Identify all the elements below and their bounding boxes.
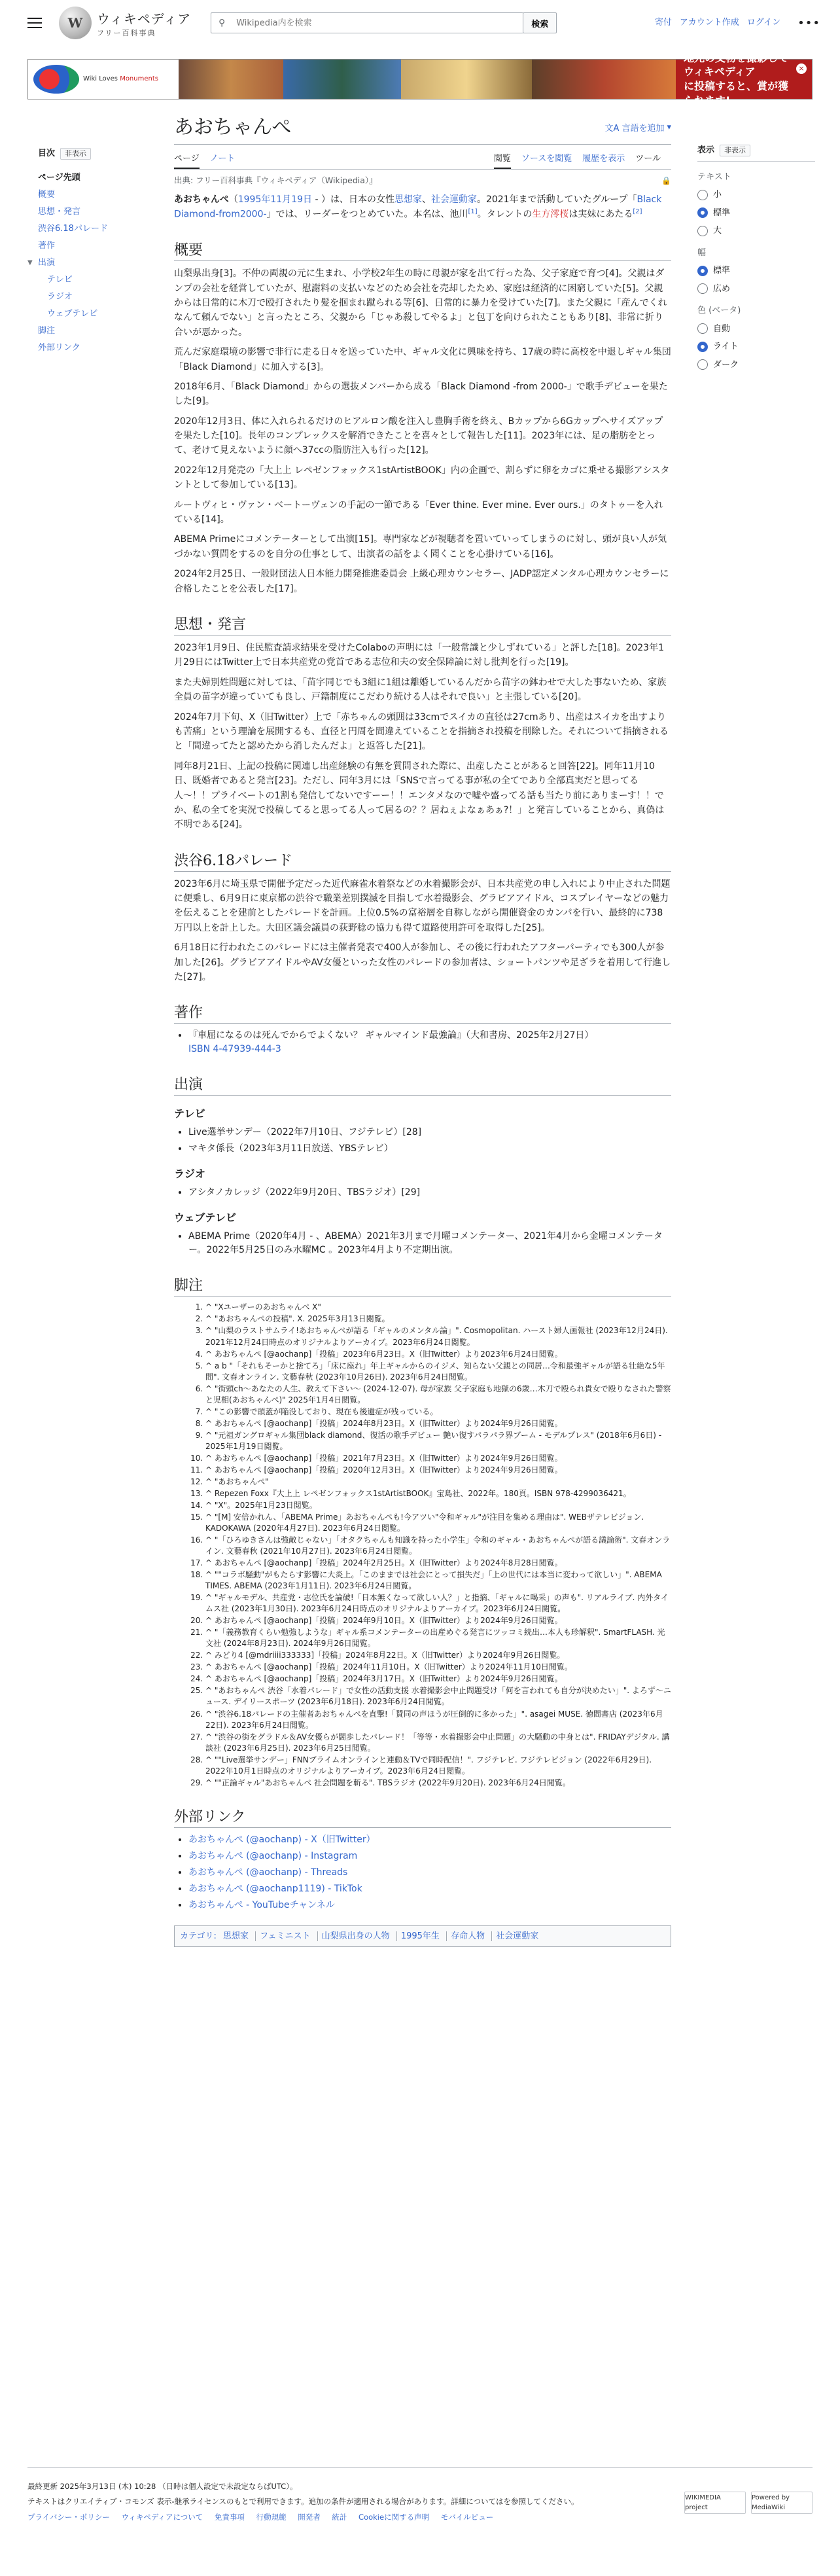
- paragraph: ルートヴィヒ・ヴァン・ベートーヴェンの手記の一節である「Ever thine. Ever mine. Ever ours.」のタトゥーを入れている[14]。: [174, 499, 663, 526]
- reference-item: 24. ^ あおちゃんぺ [@aochanp]「投稿」2024年3月17日。X（旧Twitter）より2024年9月26日閲覧。: [205, 1673, 671, 1685]
- footer-link[interactable]: 統計: [332, 2512, 347, 2522]
- list-item: • アシタノカレッジ（2022年9月20日、TBSラジオ）[29]: [188, 1186, 671, 1200]
- wlm-sub: Monuments: [120, 75, 158, 82]
- radio-icon: [697, 323, 708, 334]
- section-heading: 渋谷6.18パレード: [174, 850, 671, 872]
- list-item: • ABEMA Prime（2020年4月 - 、ABEMA）2021年3月まで月曜コメンテーター、2021年4月から金曜コメンテーター。2022年5月25日のみ水曜MC 。2023年4月より不定期出演。: [188, 1230, 671, 1257]
- reference-item: 1. ^ "Xユーザーのあおちゃんぺ X": [205, 1302, 671, 1313]
- page-tabs: [174, 151, 671, 170]
- isbn-link[interactable]: ISBN 4-47939-444-3: [188, 1044, 281, 1055]
- appearance-panel: [697, 144, 815, 376]
- footer-link[interactable]: プライバシー・ポリシー: [27, 2512, 110, 2522]
- reference-item: 19. ^ "ギャルモデル、共産党・志位氏を論破!「日本無くなって欲しい人？」と指摘、「ギャルに喝采」の声も". リアルライブ. 内外タイムス社 (2023年1月30日). 2023年6月24日時点のオリジナルよりアーカイブ。2023年6月24日閲覧。: [205, 1592, 671, 1615]
- chevron-down-icon[interactable]: ▼: [27, 259, 33, 266]
- reference-item: 22. ^ みどり4 [@mdriiii333333]「投稿」2024年8月22日。X（旧Twitter）より2024年9月26日閲覧。: [205, 1650, 671, 1661]
- create-account-link[interactable]: アカウント作成: [679, 18, 739, 28]
- section-heading: 出演: [174, 1073, 671, 1096]
- banner-photo: [283, 60, 401, 99]
- radio-selected-icon: [697, 342, 708, 352]
- site-logo[interactable]: [59, 7, 191, 39]
- protection-lock-icon: 🔒: [661, 176, 671, 185]
- paragraph: 2023年6月に埼玉県で開催予定だった近代麻雀水着祭などの水着撮影会が、日本共産党の申し入れにより中止された問題に便乗し、6月9日に東京都の渋谷で職業差別撲滅を目指して水着撮影会、グラビアアイドル、コスプレイヤーなどの魅力を伝えることを建前としたパレードを計画。上位0.5%の富裕層を自称しながら開催資金のカンパを行い、最終的に738万円以上を計上した。大田区議会議員の荻野稔の協力も得て道路使用許可を取得した[25]。: [174, 878, 671, 933]
- user-links: [655, 14, 820, 32]
- external-link[interactable]: • あおちゃんぺ (@aochanp) - Threads: [188, 1866, 671, 1880]
- reference-item: 2. ^ "あおちゃんぺの投稿". X. 2025年3月13日閲覧。: [205, 1314, 671, 1325]
- footer-link[interactable]: 免責事項: [214, 2512, 245, 2522]
- reference-item: 17. ^ あおちゃんぺ [@aochanp]「投稿」2024年2月25日。X（旧Twitter）より2024年8月28日閲覧。: [205, 1558, 671, 1569]
- radio-icon: [697, 359, 708, 370]
- tab-view-source[interactable]: ソースを閲覧: [521, 154, 572, 164]
- appearance-hide-button[interactable]: 非表示: [720, 145, 750, 157]
- category-link[interactable]: 社会運動家: [491, 1931, 542, 1941]
- reference-item: 18. ^ ""コラボ騒動"がもたらす影響に大炎上。「このままでは社会にとって損失だ」「上の世代には本当に変わって欲しい」". ABEMA TIMES. ABEMA (2023年1月11日). 2023年6月24日閲覧。: [205, 1569, 671, 1592]
- page-title: あおちゃんぺ: [174, 116, 292, 139]
- external-link[interactable]: • あおちゃんぺ (@aochanp1119) - TikTok: [188, 1882, 671, 1896]
- toc-subitem[interactable]: ラジオ: [47, 291, 73, 302]
- table-of-contents: [27, 147, 136, 358]
- tab-tools[interactable]: ツール: [635, 154, 661, 164]
- footer-link[interactable]: ウィキペディアについて: [121, 2512, 203, 2522]
- reference-item: 12. ^ "あおちゃんぺ": [205, 1476, 671, 1488]
- banner-photo: [401, 60, 532, 99]
- wlm-heart-icon: [33, 65, 79, 94]
- section-heading: 脚注: [174, 1274, 671, 1297]
- intro-paragraph: あおちゃんぺ（1995年11月19日 - ）は、日本の女性思想家、社会運動家。2021年まで活動していたグループ「Black Diamond-from2000-」では、リーダーをつとめていた。本名は、池川[1]。タレントの生方澪桜は実妹にあたる[2]: [174, 194, 662, 220]
- reference-item: 16. ^ "「ひろゆきさんは強敵じゃない」「オタクちゃんも知識を持った小学生」令和のギャル・あおちゃんぺが語る議論術". 文春オンライン. 文藝春秋 (2021年10月27日). 2023年6月24日閲覧。: [205, 1535, 671, 1557]
- toc-title: 目次: [38, 149, 56, 158]
- reference-item: 11. ^ あおちゃんぺ [@aochanp]「投稿」2020年12月3日。X（旧Twitter）より2024年9月26日閲覧。: [205, 1465, 671, 1476]
- category-link[interactable]: フェミニスト: [255, 1931, 314, 1941]
- radio-selected-icon: [697, 207, 708, 218]
- wikimedia-badge[interactable]: WIKIMEDIA project: [684, 2492, 746, 2514]
- toc-hide-button[interactable]: 非表示: [60, 148, 91, 160]
- page-footer: [27, 2467, 813, 2527]
- section-heading: 概要: [174, 239, 671, 261]
- banner-photo: [532, 60, 676, 99]
- reference-item: 26. ^ "渋谷6.18パレードの主催者あおちゃんぺを直撃!「賛同の声ほうが圧倒的に多かった」". asagei MUSE. 徳間書店 (2023年6月22日). 2023年6月24日閲覧。: [205, 1709, 671, 1731]
- category-link[interactable]: 1995年生: [396, 1931, 444, 1941]
- width-option[interactable]: 広め: [697, 283, 815, 296]
- category-link[interactable]: 思想家: [223, 1931, 249, 1941]
- toc-item[interactable]: 著作: [38, 240, 56, 251]
- toc-subitem[interactable]: ウェブテレビ: [47, 308, 98, 319]
- reference-item: 23. ^ あおちゃんぺ [@aochanp]「投稿」2024年11月10日。X（旧Twitter）より2024年11月10日閲覧。: [205, 1662, 671, 1673]
- section-heading: 著作: [174, 1001, 671, 1024]
- tab-talk[interactable]: ノート: [209, 154, 236, 164]
- color-option[interactable]: ライト: [697, 340, 815, 353]
- donate-link[interactable]: 寄付: [654, 18, 672, 28]
- site-subtitle: フリー百科事典: [97, 28, 156, 37]
- paragraph: 同年8月21日、上記の投稿に関連し出産経験の有無を質問された際に、出産したことがあると回答[22]。同年11月10日、既婚者であると発言[23]。ただし、同年3月には「SNSで言ってる事が私の全てであり全部真実だと思ってる人〜！！プライベートの1割も発信してないですーー！！エンタメなので嘘や盛ってる話も当たり前にありまーす！！でか、私の全てを実況で投稿してると思ってる人って居るの？？居ねぇよなぁあぁ?！」と発言していることから、真偽は不明である[24]。: [174, 760, 665, 831]
- reference-item: 20. ^ あおちゃんぺ [@aochanp]「投稿」2024年9月10日。X（旧Twitter）より2024年9月26日閲覧。: [205, 1615, 671, 1626]
- tab-read[interactable]: 閲覧: [494, 151, 511, 169]
- toc-subitem[interactable]: テレビ: [47, 274, 73, 285]
- footer-link[interactable]: 開発者: [298, 2512, 321, 2522]
- reference-item: 29. ^ ""正論ギャル"あおちゃんぺ 社会問題を斬る". TBSラジオ (2022年9月20日). 2023年6月24日閲覧。: [205, 1778, 671, 1789]
- paragraph: また夫婦別姓問題に対しては、「苗字同じでも3組に1組は離婚しているんだから苗字の鉢わせで大した事ないため、家族全員の苗字が違っていても良し、戸籍制度にこだわり続ける人はそれで良い」と主張している[20]。: [174, 677, 667, 703]
- categories-label[interactable]: カテゴリ:: [180, 1931, 217, 1941]
- paragraph: ABEMA Primeにコメンテーターとして出演[15]。専門家などが視聴者を置いていってしまうのに対し、頭が良い人が気づかない質問をするのを自分の仕事として、出演者の話をよく聞くことを心掛けている[16]。: [174, 534, 667, 560]
- subsection-heading: ウェブテレビ: [174, 1211, 237, 1225]
- toc-item[interactable]: ▼ 出演: [38, 256, 136, 270]
- toc-item[interactable]: 外部リンク: [38, 342, 80, 353]
- external-link[interactable]: • あおちゃんぺ (@aochanp) - Instagram: [188, 1850, 671, 1863]
- appearance-title: 表示: [697, 145, 715, 155]
- link[interactable]: Black Diamond-from2000-: [174, 194, 662, 220]
- text-size-group: テキスト 小 標準 大: [697, 171, 815, 238]
- banner-text: 地元の文物を撮影してウィキペディア に投稿すると、賞が獲られます!: [684, 51, 789, 107]
- link[interactable]: 思想家: [394, 194, 422, 205]
- paragraph: 6月18日に行われたこのパレードには主催者発表で400人が参加し、その後に行われたアフターパーティでも300人が参加した[26]。グラビアアイドルやAV女優といった女性のパレードの参加者は、ショートパンツや足ざラを着用して行進した[27]。: [174, 942, 671, 983]
- color-option[interactable]: ダーク: [697, 359, 815, 372]
- category-link[interactable]: 山梨県出身の人物: [317, 1931, 394, 1941]
- radio-icon: [697, 226, 708, 236]
- paragraph: 2024年7月下旬、X（旧Twitter）上で「赤ちゃんの頭囲は33cmでスイカの直径は27cmあり、出産はスイカを出すよりも苦痛」という理論を展開するも、直径と円周を間違えていることを指摘され投稿を削除した。それについて指摘されると「間違ってたと認めたから消したんだよ」と返答した[21]。: [174, 711, 669, 752]
- paragraph: 2020年12月3日、体に入れられるだけのヒアルロン酸を注入し豊胸手術を終え、Bカップから6Gカップへサイズアップを果たした[10]。長年のコンプレックスを解消できたことを喜々として報告した[11]。2023年には、足の脂肪をとって、老けて見えないように顔へ37ccの脂肪注入も行った[12]。: [174, 416, 663, 456]
- reference-item: 5. ^ a b "「それもそーかと捨てろ」「床に座れ」年上ギャルからのイジメ、知らない父親との同居…令和最強ギャルが語る壮絶な5年間". 文春オンライン. 文藝春秋 (2023年10月26日). 2023年6月24日閲覧。: [205, 1361, 671, 1383]
- search-box: [211, 12, 523, 33]
- banner-close-button[interactable]: ×: [796, 63, 807, 74]
- paragraph: 2022年12月発売の「大上上 レペゼンフォックス1stArtistBOOK」内の企画で、割らずに卵をカゴに乗せる撮影アシスタントとして参加している[13]。: [174, 465, 670, 491]
- text-size-option[interactable]: 大: [697, 224, 815, 238]
- footer-link[interactable]: モバイルビュー: [440, 2512, 494, 2522]
- reference-item: 6. ^ "街頭ch〜あなたの人生、教えて下さい〜 (2024-12-07). 母が家族 父子家庭も地獄の6歳…木刀で殴られ貴女で殴りなされた警察と児相(あおちゃんぺ)" 2025年1月4日閲覧。: [205, 1384, 671, 1406]
- more-options-icon[interactable]: •••: [797, 16, 820, 30]
- color-group: 色 (ベータ) 自動 ライト ダーク: [697, 304, 815, 371]
- reference-item: 7. ^ "この影響で頭蓋が陥没しており、現在も後遺症が残っている。: [205, 1406, 671, 1418]
- tab-page[interactable]: ページ: [174, 151, 200, 169]
- list-item: • 『車屈になるのは死んでからでよくない？ ギャルマインド最強論』（大和書房、2025年2月27日） ISBN 4-47939-444-3: [188, 1029, 671, 1056]
- list-item: • Live選挙サンデー（2022年7月10日、フジテレビ）[28]: [188, 1126, 671, 1139]
- birthdate-link[interactable]: 1995年11月19日: [237, 194, 312, 205]
- license-text: テキストはクリエイティブ・コモンズ 表示-継承ライセンスのもとで利用できます。追加の条件が適用される場合があります。詳細についてはを参照してください。: [27, 2497, 579, 2507]
- search-icon: ⚲: [219, 17, 226, 28]
- search-button[interactable]: 検索: [523, 12, 557, 33]
- footer-link[interactable]: 行動規範: [256, 2512, 287, 2522]
- reference-item: 14. ^ "X"。2025年1月23日閲覧。: [205, 1500, 671, 1511]
- reference-item: 21. ^ "「義務教育くらい勉強しような」ギャル系コメンテーターの出産めぐる発言にツッコミ続出…本人も珍解釈". SmartFLASH. 光文社 (2024年8月23日). 2024年9月26日閲覧。: [205, 1627, 671, 1649]
- subsection-heading: ラジオ: [174, 1168, 206, 1181]
- paragraph: 荒んだ家庭環境の影響で非行に走る日々を送っていた中、ギャル文化に興味を持ち、17歳の時に高校を中退しギャル集団「Black Diamond」に加入する[3]。: [174, 347, 671, 372]
- toc-item[interactable]: 概要: [38, 189, 56, 200]
- mediawiki-badge[interactable]: Powered by MediaWiki: [751, 2492, 813, 2514]
- site-title: ウィキペディア: [97, 10, 192, 27]
- last-modified: 最終更新 2025年3月13日 (木) 10:28 （日時は個人設定で未設定ならばUTC）。: [27, 2482, 298, 2491]
- paragraph: 2024年2月25日、一般財団法人日本能力開発推進委員会 上級心理カウンセラー、JADP認定メンタル心理カウンセラーに合格したことを公表した[17]。: [174, 569, 669, 594]
- radio-icon: [697, 190, 708, 200]
- width-group: 幅 標準 広め: [697, 247, 815, 296]
- reference-item: 9. ^ "元祖ガングロギャル集団black diamond、復活の歌手デビュー 艶い復すパラパラ界ブーム - モデルプレス" (2018年6月6日) - 2025年1月19日閲覧。: [205, 1430, 671, 1452]
- paragraph: 山梨県出身[3]。不仲の両親の元に生まれ、小学校2年生の時に母親が家を出て行った為、父子家庭で育つ[4]。父親はダンプの会社を経営していたが、慰謝料の支払いなどのため会社を売却したため、家庭は経済的に困窮していた[5]。父親からは日常的に木刀で殴打されたり髪を掴まれ蹴られる等[6]、日常的に暴力を受けていた[7]。また父親に「産んでくれなんて頼んでない」と言ったところ、父親から「じゃあ殺してやるよ」と包丁を向けられたこともあり[8]、非常に折り合いが悪かった。: [174, 268, 667, 338]
- subsection-heading: テレビ: [174, 1107, 205, 1120]
- paragraph: 2018年6月、「Black Diamond」からの選抜メンバーから成る「Black Diamond -from 2000-」で歌手デビューを果たした[9]。: [174, 381, 668, 407]
- list-item: • マキタ係長（2023年3月11日放送、YBSテレビ）: [188, 1142, 671, 1156]
- article-tagline: 出典: フリー百科事典『ウィキペディア（Wikipedia）』 🔒: [174, 175, 671, 187]
- category-box: [174, 1925, 671, 1948]
- main-menu-icon[interactable]: [27, 18, 42, 28]
- reference-item: 3. ^ "山梨のラストサムライ!あおちゃんぺが語る「ギャルのメンタル論」". Cosmopolitan. ハースト婦人画報社 (2023年12月24日). 2021年12月24日時点のオリジナルよりアーカイブ。2023年6月24日閲覧。: [205, 1325, 671, 1348]
- reference-item: 28. ^ ""Live選挙サンデー」FNNプライムオンラインと連動＆TVで同時配信！". フジテレビ. フジテレビジョン (2022年6月29日). 2022年10月1日時点のオリジナルよりアーカイブ。2023年6月24日閲覧。: [205, 1755, 671, 1777]
- paragraph: 2023年1月9日、住民監査請求結果を受けたColaboの声明には「一般常識と少しずれている」と評した[18]。2023年1月29日にはTwitter上で日本共産党の党首である志位和夫の安全保障論に対し批判を行った[19]。: [174, 643, 664, 668]
- reference-item: 25. ^ "あおちゃんぺ 渋谷「水着パレード」で女性の活動支援 水着撮影会中止問題受け「何を言われても自分が決めたい」". よろず〜ニュース. デイリースポーツ (2023年6月18日). 2023年6月24日閲覧。: [205, 1685, 671, 1708]
- text-size-option[interactable]: 標準: [697, 207, 815, 220]
- banner-photo: [179, 60, 283, 99]
- reference-item: 15. ^ "[M] 安倍かれん、「ABEMA Prime」あおちゃんぺも!今アツい"令和ギャル"が注目を集める理由は". WEBザテレビジョン. KADOKAWA (2020年4月27日). 2023年6月24日閲覧。: [205, 1512, 671, 1534]
- footer-link[interactable]: Cookieに関する声明: [359, 2512, 430, 2522]
- external-link[interactable]: • あおちゃんぺ - YouTubeチャンネル: [188, 1899, 671, 1912]
- category-link[interactable]: 存命人物: [446, 1931, 489, 1941]
- external-link[interactable]: • あおちゃんぺ (@aochanp) - X（旧Twitter）: [188, 1833, 671, 1847]
- reference-list: [205, 1302, 671, 1788]
- language-button[interactable]: 文A 言語を追加 ▾: [604, 122, 671, 134]
- redlink[interactable]: 生方澪桜: [532, 209, 569, 220]
- text-size-option[interactable]: 小: [697, 188, 815, 202]
- wlm-title: Wiki Loves: [83, 75, 118, 82]
- site-header: [0, 0, 840, 46]
- chevron-down-icon: ▾: [667, 122, 671, 132]
- reference-item: 8. ^ あおちゃんぺ [@aochanp]「投稿」2024年8月23日。X（旧Twitter）より2024年9月26日閲覧。: [205, 1418, 671, 1429]
- login-link[interactable]: ログイン: [746, 18, 781, 28]
- radio-selected-icon: [697, 266, 708, 276]
- reference-item: 27. ^ "渋谷の街をグラドル＆AV女優らが闊歩したパレード！「等等・水着撮影会中止問題」の大騒動の中身とは". FRIDAYデジタル. 講談社 (2023年6月25日). 2023年6月25日閲覧。: [205, 1732, 671, 1754]
- reference-item: 10. ^ あおちゃんぺ [@aochanp]「投稿」2021年7月23日。X（旧Twitter）より2024年9月26日閲覧。: [205, 1453, 671, 1464]
- wlm-logo: [28, 60, 179, 99]
- toc-item[interactable]: 渋谷6.18パレード: [38, 223, 108, 234]
- toc-item[interactable]: 思想・発言: [38, 206, 81, 217]
- radio-icon: [697, 283, 708, 294]
- search-input[interactable]: [232, 13, 523, 33]
- section-heading: 思想・発言: [174, 613, 671, 635]
- tab-history[interactable]: 履歴を表示: [582, 154, 625, 164]
- width-option[interactable]: 標準: [697, 264, 815, 277]
- citation[interactable]: [1]: [468, 208, 478, 216]
- article: [174, 115, 671, 1947]
- translate-icon: 文A: [604, 124, 620, 134]
- color-option[interactable]: 自動: [697, 323, 815, 336]
- toc-item[interactable]: ページ先頭: [38, 172, 80, 183]
- reference-item: 13. ^ Repezen Foxx『大上上 レペゼンフォックス1stArtistBOOK』宝島社、2022年。180頁。ISBN 978-4299036421。: [205, 1488, 671, 1499]
- citation[interactable]: [2]: [633, 208, 642, 216]
- campaign-banner[interactable]: [27, 51, 813, 107]
- section-heading: 外部リンク: [174, 1806, 671, 1828]
- toc-item[interactable]: 脚注: [38, 325, 56, 336]
- link[interactable]: 社会運動家: [430, 194, 477, 205]
- reference-item: 4. ^ あおちゃんぺ [@aochanp]「投稿」2023年6月23日。X（旧Twitter）より2023年6月24日閲覧。: [205, 1349, 671, 1360]
- wikipedia-globe-icon: W: [59, 7, 92, 39]
